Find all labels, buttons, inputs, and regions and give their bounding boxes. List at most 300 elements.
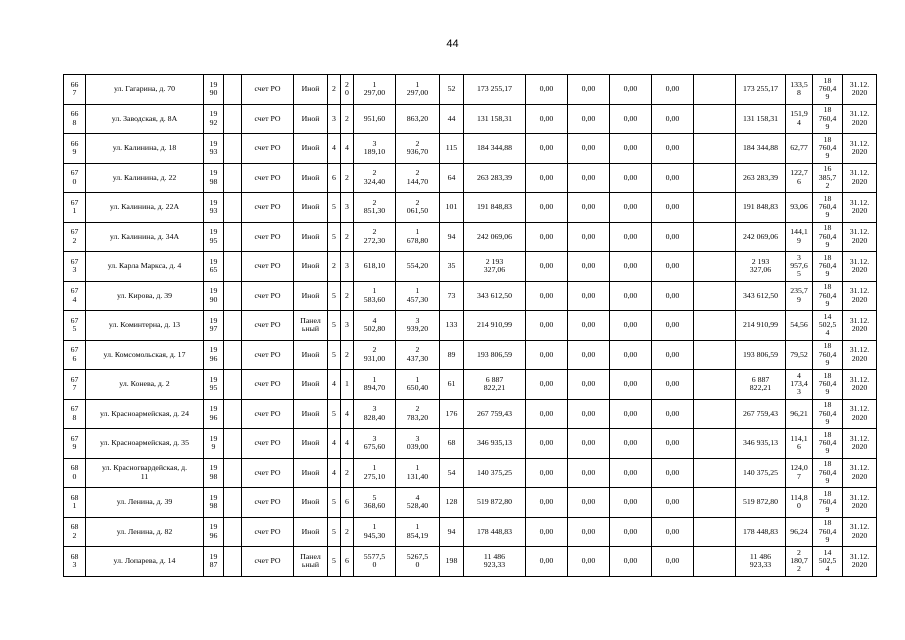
cost-cell: 0,00 [526, 281, 568, 311]
limit-cost-cell: 18 760,4 9 [813, 104, 843, 134]
total-area-cell: 5577,5 0 [354, 547, 396, 577]
funding-method-cell: счет РО [242, 517, 294, 547]
wall-material-cell: Иной [294, 193, 328, 223]
spacer-cell [694, 193, 736, 223]
funding-method-cell: счет РО [242, 429, 294, 459]
limit-cost-cell: 14 502,5 4 [813, 547, 843, 577]
wall-material-cell: Иной [294, 399, 328, 429]
cost-cell: 0,00 [652, 517, 694, 547]
wall-material-cell: Иной [294, 252, 328, 282]
residents-cell: 52 [440, 75, 464, 105]
cost-cell: 0,00 [568, 429, 610, 459]
wall-material-cell: Панел ьный [294, 547, 328, 577]
year-built-cell: 19 95 [204, 370, 224, 400]
residents-cell: 101 [440, 193, 464, 223]
cost-cell: 0,00 [652, 458, 694, 488]
table-row [64, 458, 877, 488]
funding-method-cell: счет РО [242, 252, 294, 282]
entrances-cell: 3 [341, 193, 354, 223]
address-cell: ул. Комсомольская, д. 17 [86, 340, 204, 370]
wall-material-cell: Иной [294, 104, 328, 134]
spacer-cell [694, 311, 736, 341]
wall-material-cell: Иной [294, 340, 328, 370]
row-number-cell: 67 4 [64, 281, 86, 311]
spacer-cell [694, 75, 736, 105]
living-area-cell: 1 131,40 [396, 458, 440, 488]
cost-cell: 0,00 [568, 281, 610, 311]
limit-cost-cell: 14 502,5 4 [813, 311, 843, 341]
entrances-cell: 4 [341, 399, 354, 429]
cost-cell: 0,00 [526, 488, 568, 518]
cost-cell: 0,00 [526, 458, 568, 488]
cost-cell: 0,00 [526, 517, 568, 547]
spacer-cell [694, 281, 736, 311]
spacer-cell [224, 134, 242, 164]
row-number-cell: 68 0 [64, 458, 86, 488]
living-area-cell: 1 678,80 [396, 222, 440, 252]
address-cell: ул. Калинина, д. 22 [86, 163, 204, 193]
spacer-cell [694, 163, 736, 193]
address-cell: ул. Красногвардейская, д. 11 [86, 458, 204, 488]
funding-method-cell: счет РО [242, 488, 294, 518]
total-area-cell: 5 368,60 [354, 488, 396, 518]
spacer-cell [224, 193, 242, 223]
spacer-cell [694, 134, 736, 164]
table-row [64, 163, 877, 193]
living-area-cell: 1 854,19 [396, 517, 440, 547]
cost-cell: 0,00 [652, 399, 694, 429]
limit-cost-cell: 18 760,4 9 [813, 517, 843, 547]
address-cell: ул. Красноармейская, д. 35 [86, 429, 204, 459]
cost-cell: 0,00 [526, 134, 568, 164]
residents-cell: 73 [440, 281, 464, 311]
spacer-cell [694, 429, 736, 459]
cost-cell: 0,00 [610, 281, 652, 311]
cost-other-cell: 263 283,39 [736, 163, 786, 193]
funding-method-cell: счет РО [242, 163, 294, 193]
cost-cell: 0,00 [652, 281, 694, 311]
cost-cell: 0,00 [568, 104, 610, 134]
total-area-cell: 618,10 [354, 252, 396, 282]
cost-per-m2-cell: 144,1 9 [786, 222, 813, 252]
spacer-cell [694, 547, 736, 577]
limit-cost-cell: 18 760,4 9 [813, 340, 843, 370]
row-number-cell: 67 8 [64, 399, 86, 429]
cost-other-cell: 2 193 327,06 [736, 252, 786, 282]
total-cost-cell: 519 872,80 [464, 488, 526, 518]
cost-cell: 0,00 [652, 104, 694, 134]
address-cell: ул. Гагарина, д. 70 [86, 75, 204, 105]
row-number-cell: 67 2 [64, 222, 86, 252]
funding-method-cell: счет РО [242, 104, 294, 134]
living-area-cell: 3 039,00 [396, 429, 440, 459]
row-number-cell: 67 6 [64, 340, 86, 370]
cost-other-cell: 140 375,25 [736, 458, 786, 488]
total-cost-cell: 193 806,59 [464, 340, 526, 370]
cost-cell: 0,00 [610, 252, 652, 282]
row-number-cell: 68 3 [64, 547, 86, 577]
cost-cell: 0,00 [526, 340, 568, 370]
cost-other-cell: 267 759,43 [736, 399, 786, 429]
spacer-cell [224, 75, 242, 105]
floors-cell: 5 [328, 517, 341, 547]
buildings-table [63, 74, 877, 577]
total-cost-cell: 173 255,17 [464, 75, 526, 105]
total-area-cell: 3 828,40 [354, 399, 396, 429]
year-built-cell: 19 9 [204, 429, 224, 459]
cost-other-cell: 346 935,13 [736, 429, 786, 459]
spacer-cell [694, 488, 736, 518]
table-row [64, 222, 877, 252]
living-area-cell: 2 936,70 [396, 134, 440, 164]
cost-cell: 0,00 [610, 370, 652, 400]
address-cell: ул. Калинина, д. 22А [86, 193, 204, 223]
table-row [64, 281, 877, 311]
total-cost-cell: 267 759,43 [464, 399, 526, 429]
year-built-cell: 19 98 [204, 488, 224, 518]
entrances-cell: 4 [341, 134, 354, 164]
floors-cell: 4 [328, 134, 341, 164]
cost-per-m2-cell: 235,7 9 [786, 281, 813, 311]
deadline-cell: 31.12. 2020 [843, 340, 877, 370]
entrances-cell: 2 0 [341, 75, 354, 105]
floors-cell: 3 [328, 104, 341, 134]
funding-method-cell: счет РО [242, 193, 294, 223]
address-cell: ул. Карла Маркса, д. 4 [86, 252, 204, 282]
cost-per-m2-cell: 124,0 7 [786, 458, 813, 488]
cost-cell: 0,00 [526, 252, 568, 282]
spacer-cell [694, 517, 736, 547]
table-row [64, 104, 877, 134]
cost-cell: 0,00 [526, 311, 568, 341]
total-cost-cell: 131 158,31 [464, 104, 526, 134]
cost-per-m2-cell: 114,8 0 [786, 488, 813, 518]
cost-other-cell: 242 069,06 [736, 222, 786, 252]
floors-cell: 5 [328, 281, 341, 311]
wall-material-cell: Иной [294, 488, 328, 518]
spacer-cell [224, 163, 242, 193]
cost-other-cell: 519 872,80 [736, 488, 786, 518]
cost-cell: 0,00 [610, 75, 652, 105]
funding-method-cell: счет РО [242, 134, 294, 164]
address-cell: ул. Заводская, д. 8А [86, 104, 204, 134]
address-cell: ул. Конева, д. 2 [86, 370, 204, 400]
cost-cell: 0,00 [610, 340, 652, 370]
wall-material-cell: Иной [294, 222, 328, 252]
cost-cell: 0,00 [610, 163, 652, 193]
entrances-cell: 2 [341, 458, 354, 488]
year-built-cell: 19 95 [204, 222, 224, 252]
floors-cell: 5 [328, 488, 341, 518]
cost-cell: 0,00 [568, 488, 610, 518]
total-cost-cell: 6 887 822,21 [464, 370, 526, 400]
limit-cost-cell: 18 760,4 9 [813, 429, 843, 459]
total-cost-cell: 184 344,88 [464, 134, 526, 164]
table-row [64, 311, 877, 341]
cost-cell: 0,00 [526, 163, 568, 193]
cost-cell: 0,00 [610, 311, 652, 341]
table-row [64, 517, 877, 547]
row-number-cell: 67 7 [64, 370, 86, 400]
spacer-cell [694, 370, 736, 400]
row-number-cell: 67 5 [64, 311, 86, 341]
limit-cost-cell: 18 760,4 9 [813, 75, 843, 105]
funding-method-cell: счет РО [242, 75, 294, 105]
table-row [64, 193, 877, 223]
deadline-cell: 31.12. 2020 [843, 488, 877, 518]
total-cost-cell: 242 069,06 [464, 222, 526, 252]
floors-cell: 4 [328, 458, 341, 488]
cost-cell: 0,00 [568, 399, 610, 429]
year-built-cell: 19 93 [204, 193, 224, 223]
table-row [64, 547, 877, 577]
total-cost-cell: 191 848,83 [464, 193, 526, 223]
total-area-cell: 3 189,10 [354, 134, 396, 164]
page-number: 44 [446, 38, 459, 50]
living-area-cell: 554,20 [396, 252, 440, 282]
deadline-cell: 31.12. 2020 [843, 517, 877, 547]
row-number-cell: 67 0 [64, 163, 86, 193]
cost-other-cell: 173 255,17 [736, 75, 786, 105]
deadline-cell: 31.12. 2020 [843, 193, 877, 223]
spacer-cell [224, 488, 242, 518]
entrances-cell: 3 [341, 252, 354, 282]
spacer-cell [694, 340, 736, 370]
funding-method-cell: счет РО [242, 547, 294, 577]
entrances-cell: 3 [341, 311, 354, 341]
year-built-cell: 19 98 [204, 163, 224, 193]
entrances-cell: 2 [341, 340, 354, 370]
floors-cell: 5 [328, 311, 341, 341]
table-row [64, 134, 877, 164]
spacer-cell [694, 252, 736, 282]
address-cell: ул. Лопарева, д. 14 [86, 547, 204, 577]
year-built-cell: 19 87 [204, 547, 224, 577]
entrances-cell: 2 [341, 163, 354, 193]
total-cost-cell: 214 910,99 [464, 311, 526, 341]
spacer-cell [224, 104, 242, 134]
cost-per-m2-cell: 62,77 [786, 134, 813, 164]
spacer-cell [224, 340, 242, 370]
cost-per-m2-cell: 2 180,7 2 [786, 547, 813, 577]
limit-cost-cell: 18 760,4 9 [813, 222, 843, 252]
funding-method-cell: счет РО [242, 370, 294, 400]
residents-cell: 115 [440, 134, 464, 164]
row-number-cell: 67 1 [64, 193, 86, 223]
spacer-cell [224, 281, 242, 311]
spacer-cell [224, 517, 242, 547]
limit-cost-cell: 18 760,4 9 [813, 370, 843, 400]
living-area-cell: 1 650,40 [396, 370, 440, 400]
residents-cell: 61 [440, 370, 464, 400]
cost-cell: 0,00 [610, 399, 652, 429]
living-area-cell: 3 939,20 [396, 311, 440, 341]
living-area-cell: 2 783,20 [396, 399, 440, 429]
cost-cell: 0,00 [610, 193, 652, 223]
total-area-cell: 2 324,40 [354, 163, 396, 193]
spacer-cell [224, 370, 242, 400]
cost-cell: 0,00 [610, 517, 652, 547]
year-built-cell: 19 92 [204, 104, 224, 134]
residents-cell: 133 [440, 311, 464, 341]
cost-per-m2-cell: 114,1 6 [786, 429, 813, 459]
total-cost-cell: 178 448,83 [464, 517, 526, 547]
cost-cell: 0,00 [568, 193, 610, 223]
cost-cell: 0,00 [526, 547, 568, 577]
total-cost-cell: 11 486 923,33 [464, 547, 526, 577]
spacer-cell [224, 547, 242, 577]
limit-cost-cell: 18 760,4 9 [813, 281, 843, 311]
spacer-cell [224, 429, 242, 459]
table-row [64, 252, 877, 282]
residents-cell: 94 [440, 222, 464, 252]
cost-cell: 0,00 [568, 163, 610, 193]
cost-per-m2-cell: 122,7 6 [786, 163, 813, 193]
limit-cost-cell: 18 760,4 9 [813, 399, 843, 429]
wall-material-cell: Иной [294, 429, 328, 459]
table-row [64, 429, 877, 459]
floors-cell: 4 [328, 429, 341, 459]
living-area-cell: 2 061,50 [396, 193, 440, 223]
cost-cell: 0,00 [610, 222, 652, 252]
deadline-cell: 31.12. 2020 [843, 252, 877, 282]
cost-other-cell: 11 486 923,33 [736, 547, 786, 577]
spacer-cell [694, 104, 736, 134]
year-built-cell: 19 65 [204, 252, 224, 282]
total-cost-cell: 2 193 327,06 [464, 252, 526, 282]
total-area-cell: 1 583,60 [354, 281, 396, 311]
cost-per-m2-cell: 54,56 [786, 311, 813, 341]
cost-other-cell: 214 910,99 [736, 311, 786, 341]
table-row [64, 370, 877, 400]
row-number-cell: 67 9 [64, 429, 86, 459]
residents-cell: 94 [440, 517, 464, 547]
living-area-cell: 1 457,30 [396, 281, 440, 311]
table-body [64, 75, 877, 577]
cost-cell: 0,00 [652, 252, 694, 282]
wall-material-cell: Иной [294, 517, 328, 547]
living-area-cell: 1 297,00 [396, 75, 440, 105]
funding-method-cell: счет РО [242, 458, 294, 488]
total-area-cell: 951,60 [354, 104, 396, 134]
limit-cost-cell: 18 760,4 9 [813, 252, 843, 282]
cost-cell: 0,00 [526, 222, 568, 252]
cost-cell: 0,00 [568, 458, 610, 488]
cost-cell: 0,00 [652, 547, 694, 577]
floors-cell: 5 [328, 547, 341, 577]
address-cell: ул. Калинина, д. 34А [86, 222, 204, 252]
cost-cell: 0,00 [610, 488, 652, 518]
residents-cell: 64 [440, 163, 464, 193]
cost-cell: 0,00 [652, 134, 694, 164]
cost-cell: 0,00 [610, 104, 652, 134]
cost-per-m2-cell: 3 957,6 5 [786, 252, 813, 282]
total-area-cell: 1 275,10 [354, 458, 396, 488]
cost-per-m2-cell: 151,9 4 [786, 104, 813, 134]
address-cell: ул. Ленина, д. 82 [86, 517, 204, 547]
cost-cell: 0,00 [610, 429, 652, 459]
cost-cell: 0,00 [652, 75, 694, 105]
cost-per-m2-cell: 96,24 [786, 517, 813, 547]
cost-cell: 0,00 [568, 222, 610, 252]
funding-method-cell: счет РО [242, 340, 294, 370]
address-cell: ул. Калинина, д. 18 [86, 134, 204, 164]
wall-material-cell: Иной [294, 134, 328, 164]
entrances-cell: 1 [341, 370, 354, 400]
funding-method-cell: счет РО [242, 281, 294, 311]
table-row [64, 399, 877, 429]
deadline-cell: 31.12. 2020 [843, 370, 877, 400]
limit-cost-cell: 18 760,4 9 [813, 488, 843, 518]
cost-cell: 0,00 [526, 399, 568, 429]
row-number-cell: 66 8 [64, 104, 86, 134]
cost-cell: 0,00 [610, 134, 652, 164]
floors-cell: 2 [328, 252, 341, 282]
cost-cell: 0,00 [652, 222, 694, 252]
total-area-cell: 2 272,30 [354, 222, 396, 252]
cost-cell: 0,00 [568, 370, 610, 400]
address-cell: ул. Ленина, д. 39 [86, 488, 204, 518]
address-cell: ул. Коминтерна, д. 13 [86, 311, 204, 341]
limit-cost-cell: 18 760,4 9 [813, 134, 843, 164]
cost-per-m2-cell: 93,06 [786, 193, 813, 223]
deadline-cell: 31.12. 2020 [843, 163, 877, 193]
total-area-cell: 1 945,30 [354, 517, 396, 547]
total-area-cell: 1 297,00 [354, 75, 396, 105]
year-built-cell: 19 93 [204, 134, 224, 164]
year-built-cell: 19 90 [204, 75, 224, 105]
living-area-cell: 2 144,70 [396, 163, 440, 193]
cost-cell: 0,00 [652, 193, 694, 223]
cost-per-m2-cell: 4 173,4 3 [786, 370, 813, 400]
cost-cell: 0,00 [568, 547, 610, 577]
spacer-cell [224, 252, 242, 282]
year-built-cell: 19 96 [204, 340, 224, 370]
deadline-cell: 31.12. 2020 [843, 104, 877, 134]
cost-other-cell: 343 612,50 [736, 281, 786, 311]
row-number-cell: 66 7 [64, 75, 86, 105]
cost-cell: 0,00 [526, 429, 568, 459]
spacer-cell [224, 311, 242, 341]
entrances-cell: 2 [341, 517, 354, 547]
cost-cell: 0,00 [568, 75, 610, 105]
living-area-cell: 2 437,30 [396, 340, 440, 370]
total-area-cell: 3 675,60 [354, 429, 396, 459]
total-cost-cell: 263 283,39 [464, 163, 526, 193]
spacer-cell [694, 399, 736, 429]
cost-other-cell: 184 344,88 [736, 134, 786, 164]
row-number-cell: 68 1 [64, 488, 86, 518]
limit-cost-cell: 18 760,4 9 [813, 458, 843, 488]
funding-method-cell: счет РО [242, 311, 294, 341]
cost-other-cell: 193 806,59 [736, 340, 786, 370]
cost-per-m2-cell: 79,52 [786, 340, 813, 370]
wall-material-cell: Иной [294, 458, 328, 488]
entrances-cell: 6 [341, 488, 354, 518]
deadline-cell: 31.12. 2020 [843, 222, 877, 252]
cost-cell: 0,00 [568, 134, 610, 164]
floors-cell: 5 [328, 399, 341, 429]
cost-cell: 0,00 [652, 311, 694, 341]
living-area-cell: 863,20 [396, 104, 440, 134]
total-area-cell: 2 931,00 [354, 340, 396, 370]
cost-other-cell: 6 887 822,21 [736, 370, 786, 400]
deadline-cell: 31.12. 2020 [843, 429, 877, 459]
floors-cell: 2 [328, 75, 341, 105]
residents-cell: 128 [440, 488, 464, 518]
address-cell: ул. Кирова, д. 39 [86, 281, 204, 311]
spacer-cell [694, 222, 736, 252]
